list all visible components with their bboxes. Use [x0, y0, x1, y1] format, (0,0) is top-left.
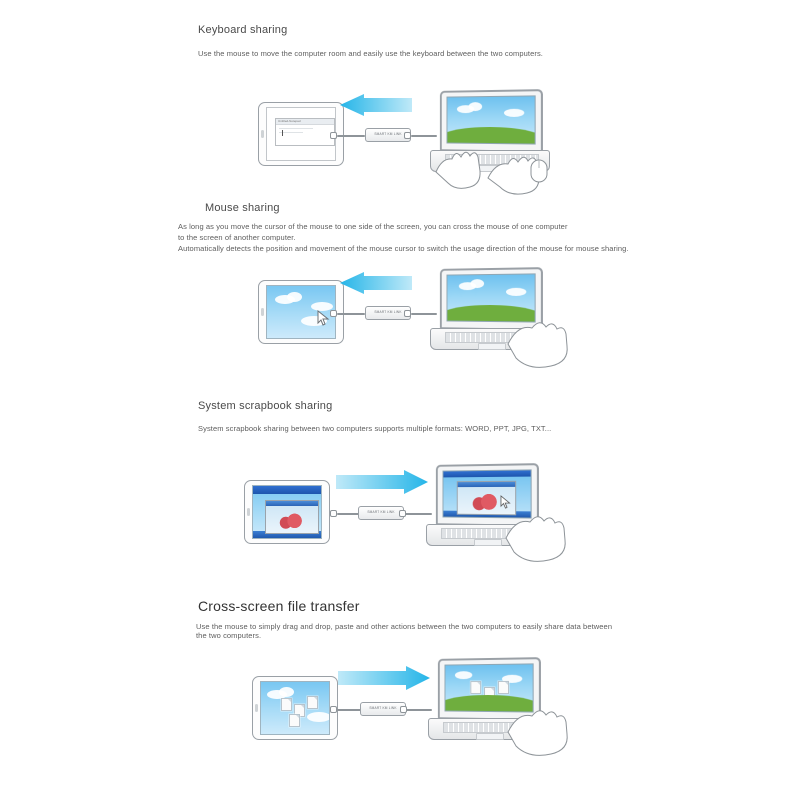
adapter-label: SMART KM LINK [374, 132, 402, 136]
tablet-device [244, 480, 330, 544]
section-title: Mouse sharing [205, 202, 280, 214]
laptop-screen [446, 273, 535, 322]
cable-plug-right [399, 510, 406, 517]
cable-segment-left [337, 135, 365, 137]
tablet-screen [252, 485, 322, 539]
mouse-icon [528, 158, 550, 184]
illustration-keyboard-sharing [0, 86, 800, 201]
tablet-screen [260, 681, 330, 735]
cable-plug-left [330, 510, 337, 517]
section-title: Keyboard sharing [198, 24, 288, 36]
photo-window [265, 500, 319, 534]
text-cursor [282, 130, 283, 136]
section-description-line: Automatically detects the position and movement of the mouse cursor to switch the usage direction of the mouse for mouse sharing. [178, 244, 629, 253]
direction-arrow-left [340, 272, 412, 294]
section-description-line: System scrapbook sharing between two computers supports multiple formats: WORD, PPT, JPG, TXT... [198, 424, 552, 433]
section-description-line: As long as you move the cursor of the mouse to one side of the screen, you can cross the mouse of one computer to the screen of another computer. [178, 222, 568, 242]
direction-arrow-left [340, 94, 412, 116]
notepad-titlebar: Untitled-Notepad [276, 119, 334, 125]
section-title: Cross-screen file transfer [198, 598, 360, 614]
illustration-scrapbook-sharing [0, 456, 800, 576]
section-description-line: the two computers. [196, 631, 262, 640]
section-description-line: Use the mouse to move the computer room and easily use the keyboard between the two computers. [198, 49, 543, 58]
adapter-label: SMART KM LINK [367, 510, 395, 514]
hand-with-mouse-icon [500, 706, 570, 762]
section-description-line: Use the mouse to simply drag and drop, paste and other actions between the two computers to easily share data between [196, 622, 613, 631]
hand-with-mouse-icon [500, 318, 570, 374]
window-titlebar [253, 486, 321, 494]
direction-arrow-right [336, 470, 428, 494]
tablet-home-button [247, 508, 250, 516]
illustration-file-transfer [0, 654, 800, 774]
illustration-mouse-sharing [0, 264, 800, 379]
tablet-home-button [261, 308, 264, 316]
tablet-device [252, 676, 338, 740]
tablet-screen [266, 285, 336, 339]
tablet-screen [266, 107, 336, 161]
tablet-home-button [261, 130, 264, 138]
cable-plug-left [330, 310, 337, 317]
section-title: System scrapbook sharing [198, 400, 333, 412]
laptop-screen [446, 95, 535, 144]
km-link-adapter [358, 506, 404, 520]
cable-plug-right [400, 706, 407, 713]
cable-plug-left [330, 132, 337, 139]
cable-plug-right [404, 310, 411, 317]
cable-segment-left [337, 313, 365, 315]
cable-plug-left [330, 706, 337, 713]
hand-with-mouse-icon [498, 512, 568, 568]
cable-plug-right [404, 132, 411, 139]
direction-arrow-right [338, 666, 430, 690]
adapter-label: SMART KM LINK [369, 706, 397, 710]
notepad-window [275, 118, 335, 146]
adapter-label: SMART KM LINK [374, 310, 402, 314]
photo-image [266, 506, 318, 533]
tablet-home-button [255, 704, 258, 712]
